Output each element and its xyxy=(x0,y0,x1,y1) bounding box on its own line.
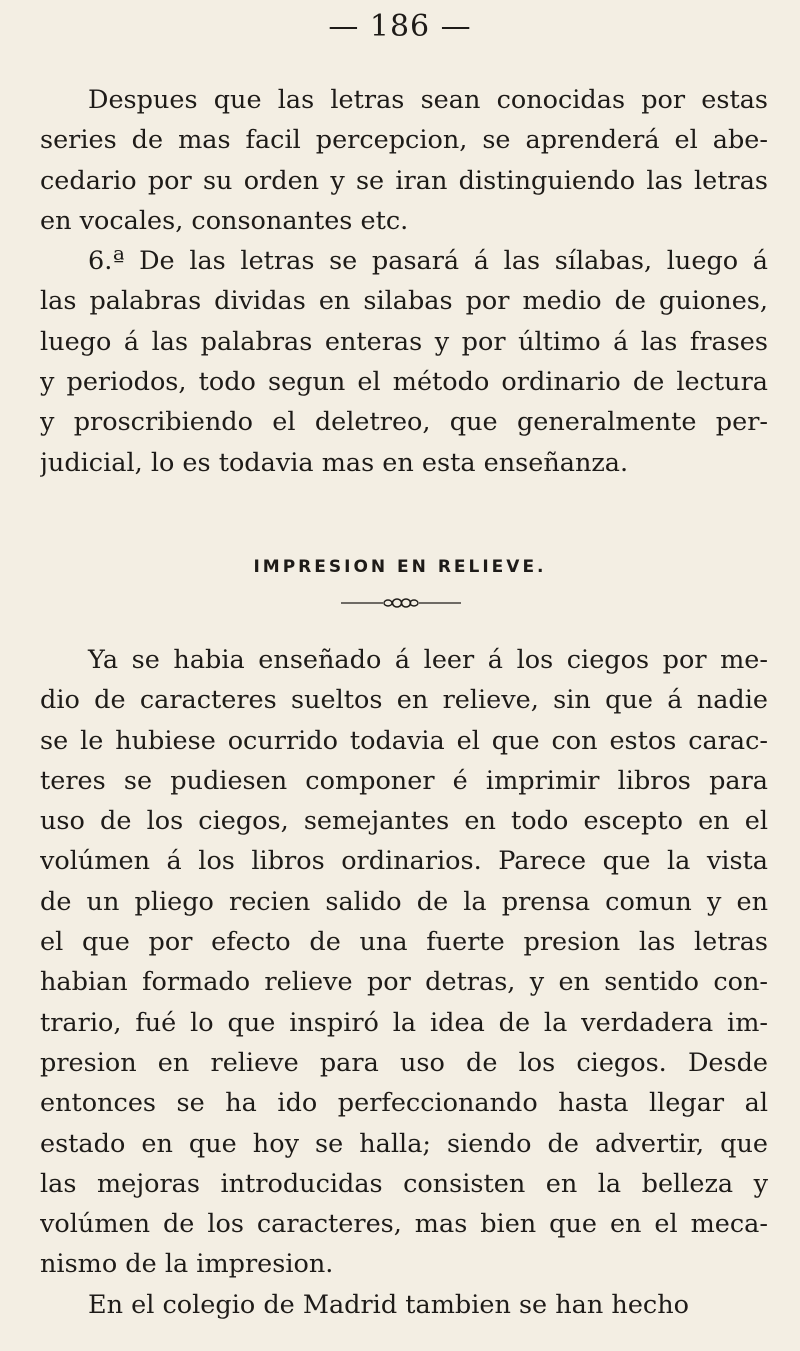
paragraph-line: 6.ª De las letras se pasará á las sílabas, luego á xyxy=(88,246,768,277)
paragraph-line: presion en relieve para uso de los ciegos. Desde xyxy=(40,1047,768,1078)
paragraph-line: en vocales, consonantes etc. xyxy=(40,205,409,236)
section-title: IMPRESION EN RELIEVE. xyxy=(253,557,547,577)
paragraph-line: las mejoras introducidas consisten en la belleza y xyxy=(40,1168,768,1199)
paragraph-line: En el colegio de Madrid tambien se han hecho xyxy=(88,1289,689,1320)
paragraph-line: volúmen de los caracteres, mas bien que en el meca- xyxy=(40,1209,768,1240)
text-block-bottom xyxy=(40,640,768,1325)
paragraph-line: volúmen á los libros ordinarios. Parece que la vista xyxy=(40,846,768,877)
paragraph-line: teres se pudiesen componer é imprimir libros para xyxy=(40,765,768,796)
paragraph-line: Ya se habia enseñado á leer á los ciegos por me- xyxy=(88,645,768,675)
paragraph-line: Despues que las letras sean conocidas por estas xyxy=(88,85,768,115)
paragraph-line: las palabras dividas en silabas por medio de guiones, xyxy=(40,286,768,317)
paragraph-line: entonces se ha ido perfeccionando hasta llegar al xyxy=(40,1088,768,1119)
paragraph-line: trario, fué lo que inspiró la idea de la verdadera im- xyxy=(40,1007,768,1038)
paragraph-line: series de mas facil percepcion, se aprenderá el abe- xyxy=(40,125,768,156)
paragraph-line: nismo de la impresion. xyxy=(40,1249,334,1280)
paragraph-line: habian formado relieve por detras, y en sentido con- xyxy=(40,967,768,998)
page-number: — 186 — xyxy=(328,9,472,44)
paragraph-line: cedario por su orden y se iran distinguiendo las letras xyxy=(40,165,768,196)
paragraph-line: judicial, lo es todavia mas en esta enseñanza. xyxy=(40,447,629,478)
ornament-divider-icon xyxy=(341,596,461,610)
paragraph-line: se le hubiese ocurrido todavia el que con estos carac- xyxy=(40,725,768,756)
paragraph-line: el que por efecto de una fuerte presion las letras xyxy=(40,927,768,958)
paragraph-line: y periodos, todo segun el método ordinario de lectura xyxy=(40,367,768,398)
text-block-top xyxy=(40,80,768,483)
paragraph-line: estado en que hoy se halla; siendo de advertir, que xyxy=(40,1128,768,1159)
paragraph-line: y proscribiendo el deletreo, que generalmente per- xyxy=(40,407,768,438)
paragraph-line: luego á las palabras enteras y por último á las frases xyxy=(40,326,768,357)
paragraph-line: de un pliego recien salido de la prensa comun y en xyxy=(40,886,768,917)
paragraph-line: dio de caracteres sueltos en relieve, sin que á nadie xyxy=(40,685,768,716)
paragraph-line: uso de los ciegos, semejantes en todo escepto en el xyxy=(40,806,768,837)
